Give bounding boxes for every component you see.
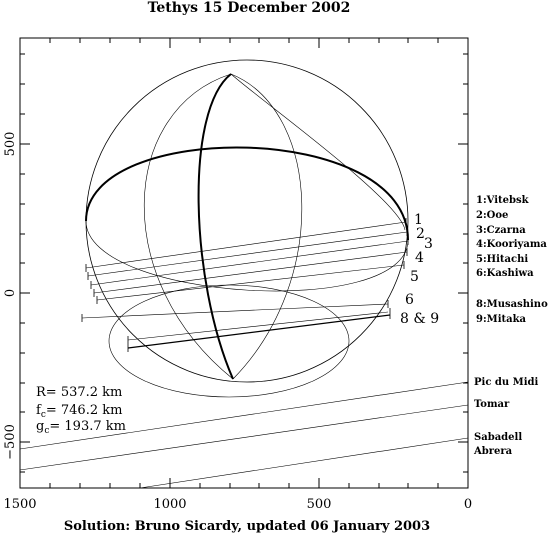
param-fc: $f_c= 746.2$ km [36, 403, 123, 420]
chord-lines [82, 218, 408, 352]
legend-item: 6:Kashiwa [476, 268, 534, 279]
y-tick-label-0: 0 [3, 288, 18, 298]
param-gc: $g_c= 193.7$ km [36, 419, 126, 436]
chord-8 [128, 312, 388, 340]
legend-item: 2:Ooe [476, 210, 509, 221]
chord-label-1: 1 [414, 212, 423, 228]
x-tick-label-500: 500 [306, 497, 332, 512]
meridian-far-east [231, 74, 405, 230]
legend-item: 3:Czarna [476, 225, 526, 236]
y-tick-label-minus500: −500 [3, 424, 18, 460]
plot-title: Tethys 15 December 2002 [147, 0, 351, 16]
x-tick-label-1000: 1000 [153, 497, 187, 512]
chord-5 [97, 265, 404, 300]
legend-item: 1:Vitebsk [476, 195, 529, 206]
legend-item: 4:Kooriyama [476, 239, 547, 250]
chord-2 [88, 232, 407, 276]
chord-label-5: 5 [410, 269, 419, 285]
south-latitude-circle [109, 285, 349, 397]
chord-label-6: 6 [405, 292, 414, 308]
chord-label-2: 2 [416, 226, 425, 242]
equator-back [86, 221, 408, 291]
station-label-tomar: Tomar [474, 399, 510, 410]
legend-item: 8:Musashino [476, 299, 548, 310]
station-legend [476, 195, 548, 325]
chord-endpoints [82, 218, 408, 352]
station-label-pic-du-midi: Pic du Midi [474, 377, 539, 388]
central-meridian [199, 74, 233, 379]
chord-label-3: 3 [424, 236, 433, 252]
limb-outline [86, 60, 408, 382]
chord-label-8-9: 8 & 9 [400, 311, 440, 327]
chord-9 [128, 315, 390, 348]
y-tick-label-500: 500 [3, 131, 18, 157]
x-tick-label-1500: 1500 [3, 497, 37, 512]
legend-item: 5:Hitachi [476, 254, 529, 265]
chord-4 [94, 252, 407, 293]
equator-front [86, 147, 408, 240]
chord-1 [86, 222, 406, 268]
legend-item: 9:Mitaka [476, 314, 527, 325]
station-label-sabadell: Sabadell [474, 432, 523, 443]
station-label-abrera: Abrera [474, 446, 513, 457]
chord-label-4: 4 [415, 250, 424, 266]
footer-credit: Solution: Bruno Sicardy, updated 06 January 2003 [63, 519, 431, 534]
chord-3 [91, 241, 408, 285]
x-tick-label-0: 0 [463, 497, 473, 512]
param-radius: R= 537.2 km [36, 385, 123, 400]
